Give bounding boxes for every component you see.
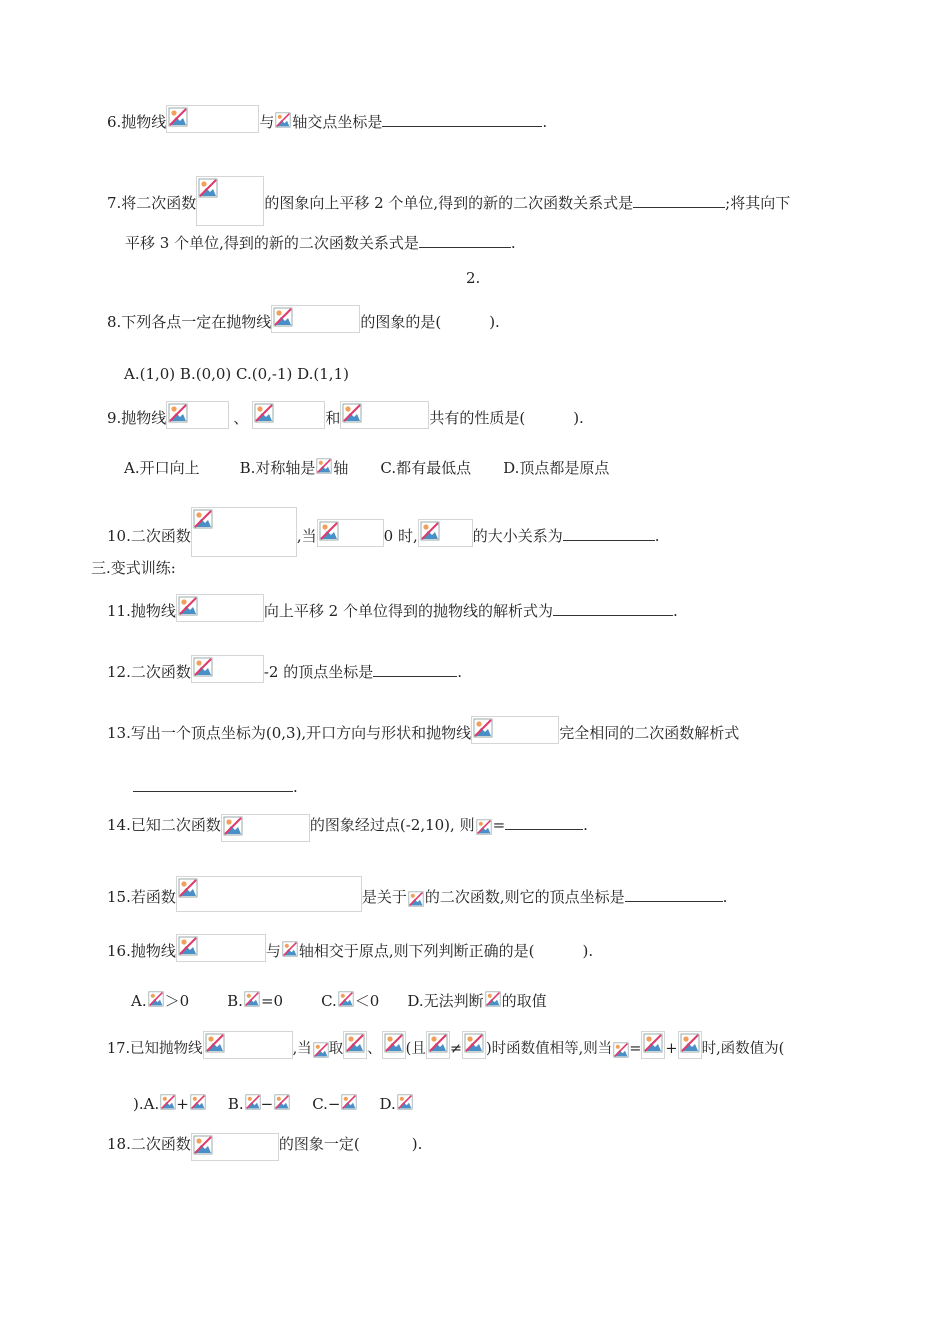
question-8-options: A.(1,0) B.(0,0) C.(0,-1) D.(1,1) (124, 365, 349, 383)
broken-image-icon (340, 401, 429, 429)
broken-image-icon (418, 519, 473, 547)
broken-image-icon (484, 990, 502, 1012)
question-12: 12.二次函数 -2 的顶点坐标是 . (107, 655, 462, 677)
answer-blank[interactable] (553, 599, 673, 616)
broken-image-icon (252, 401, 325, 429)
question-10: 10.二次函数 ,当 0 时, 的大小关系为 . (107, 507, 660, 529)
broken-image-icon (271, 305, 360, 333)
broken-image-icon (196, 176, 264, 226)
broken-image-icon (221, 814, 310, 842)
broken-image-icon (243, 990, 261, 1012)
broken-image-icon (176, 594, 264, 622)
broken-image-icon (312, 1041, 329, 1063)
broken-image-icon (191, 1133, 279, 1161)
broken-image-icon (340, 1093, 357, 1115)
broken-image-icon (612, 1041, 629, 1063)
broken-image-icon (203, 1031, 293, 1059)
question-17-options: ).A. + B. − C.− D. (133, 1093, 413, 1115)
question-9: 9.抛物线 、 和 共有的性质是( ). (107, 401, 584, 423)
question-18: 18.二次函数 的图象一定( ). (107, 1133, 422, 1155)
question-6: 6.抛物线 与 轴交点坐标是 . (107, 105, 547, 127)
broken-image-icon (147, 990, 165, 1012)
broken-image-icon (475, 818, 493, 840)
broken-image-icon (343, 1031, 367, 1059)
answer-blank[interactable] (419, 231, 511, 248)
broken-image-icon (426, 1031, 450, 1059)
broken-image-icon (274, 111, 292, 133)
broken-image-icon (315, 457, 333, 479)
answer-blank[interactable] (625, 885, 723, 902)
answer-blank[interactable] (563, 524, 655, 541)
answer-blank[interactable] (505, 813, 583, 830)
question-16-options: A. ＞0 B. =0 C. ＜0 D.无法判断 的取值 (131, 992, 547, 1010)
broken-image-icon (244, 1093, 261, 1115)
broken-image-icon (273, 1093, 290, 1115)
answer-blank[interactable] (633, 191, 725, 208)
broken-image-icon (471, 716, 559, 744)
broken-image-icon (337, 990, 355, 1012)
answer-blank[interactable] (373, 660, 457, 677)
broken-image-icon (166, 401, 229, 429)
question-8: 8.下列各点一定在抛物线 的图象的是( ). (107, 305, 500, 327)
broken-image-icon (176, 934, 266, 962)
broken-image-icon (407, 890, 425, 912)
broken-image-icon (281, 940, 299, 962)
broken-image-icon (396, 1093, 413, 1115)
section-heading: 三.变式训练: (91, 559, 176, 577)
question-13: 13.写出一个顶点坐标为(0,3),开口方向与形状和抛物线 完全相同的二次函数解析式 (107, 716, 739, 738)
broken-image-icon (382, 1031, 406, 1059)
broken-image-icon (159, 1093, 176, 1115)
broken-image-icon (641, 1031, 665, 1059)
broken-image-icon (191, 655, 264, 683)
question-11: 11.抛物线 向上平移 2 个单位得到的抛物线的解析式为 . (107, 594, 678, 616)
broken-image-icon (678, 1031, 702, 1059)
broken-image-icon (176, 876, 362, 912)
broken-image-icon (317, 519, 384, 547)
answer-blank[interactable] (133, 775, 293, 792)
question-15: 15.若函数 是关于 的二次函数,则它的顶点坐标是 . (107, 876, 727, 898)
answer-blank[interactable] (382, 110, 542, 127)
broken-image-icon (191, 507, 297, 557)
question-7-cont: 平移 3 个单位,得到的新的二次函数关系式是 . (125, 231, 516, 253)
question-16: 16.抛物线 与 轴相交于原点,则下列判断正确的是( ). (107, 934, 593, 956)
section-label: 2. (466, 269, 481, 287)
broken-image-icon (189, 1093, 206, 1115)
question-17: 17.已知抛物线 ,当 取 、 (且 ≠ )时函数值相等,则当 = + 时,函数值为( (107, 1031, 784, 1053)
question-7: 7.将二次函数 的图象向上平移 2 个单位,得到的新的二次函数关系式是 ;将其向下 (107, 176, 790, 198)
question-13-cont: . (133, 775, 298, 797)
broken-image-icon (166, 105, 259, 133)
question-9-options: A.开口向上 B.对称轴是 轴 C.都有最低点 D.顶点都是原点 (124, 459, 610, 477)
broken-image-icon (462, 1031, 486, 1059)
question-14: 14.已知二次函数 的图象经过点(-2,10), 则 = . (107, 813, 588, 835)
